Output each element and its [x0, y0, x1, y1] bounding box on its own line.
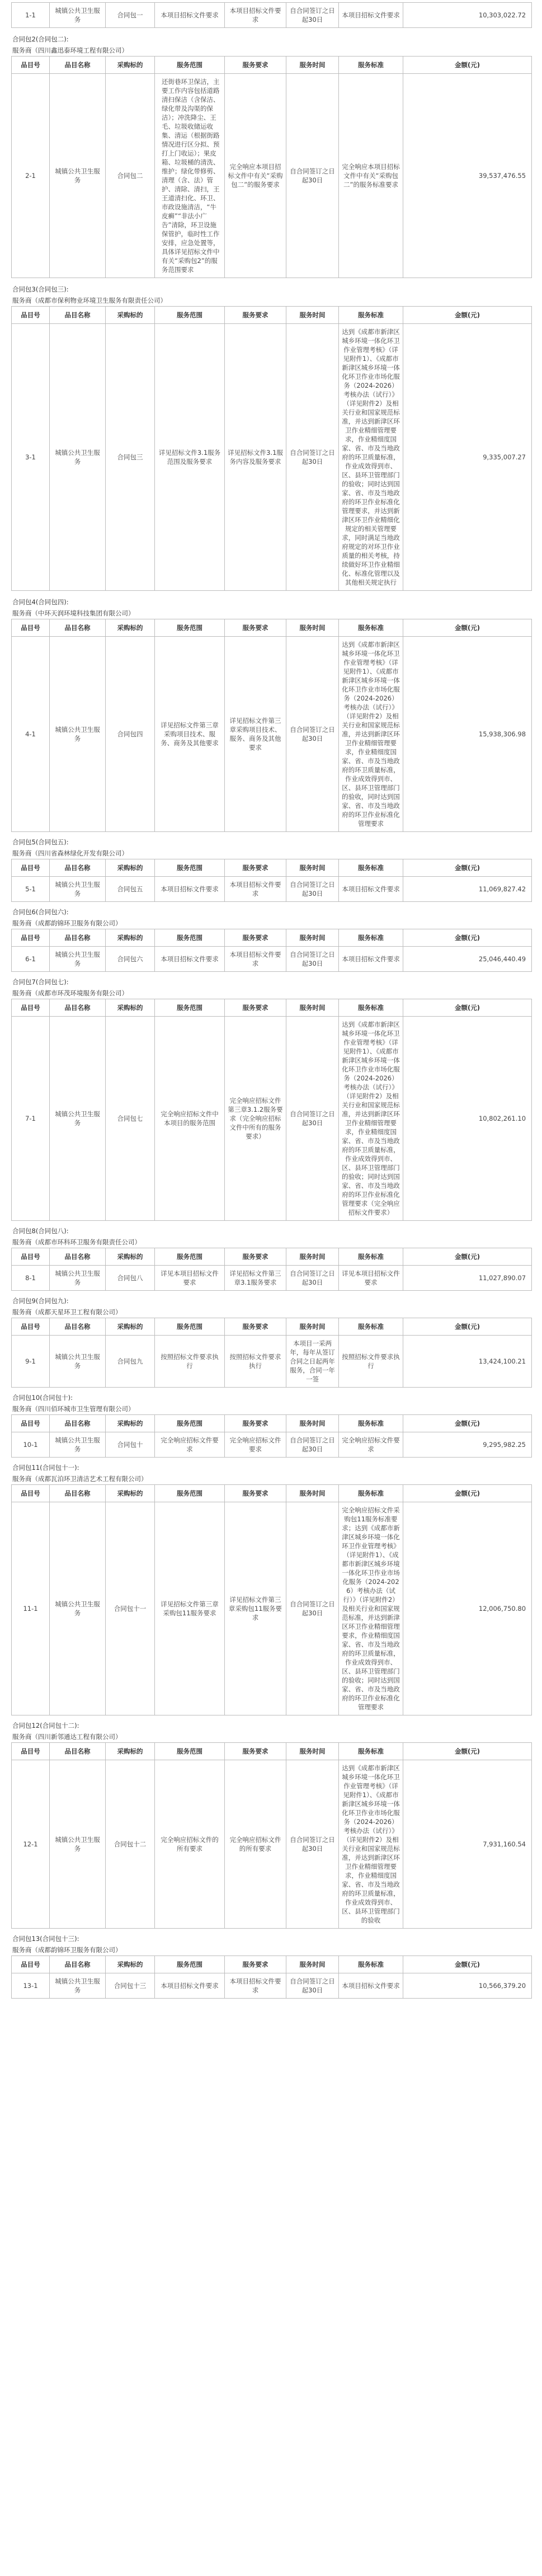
- column-header: 服务范围: [155, 1318, 225, 1336]
- item-name-cell: 城镇公共卫生服务: [50, 3, 106, 28]
- service-standard-cell: 达到《成都市新津区城乡环境一体化环卫作业管理考核》（详见附件1）、《成都市新津区城乡环境一体化环卫作业市场化服务（2024-2026）考核办法（试行）》（详见附件2）及相关行业和国家规范标准，并达到新津区环卫作业精细管理要求，作业精细度国家、省、市及当地政府的环卫质量标准，作业成效得到市、区、县环卫管理部门的验收；同时达到国家、省、市及当地政府的环卫作业标准化管理要求（完全响应招标文件要求）: [339, 1017, 403, 1221]
- column-header: 品目号: [12, 57, 50, 74]
- supplier-caption: 服务商（四川佰环城市卫生管理有限公司）: [12, 1405, 135, 1413]
- item-number-cell: 1-1: [12, 3, 50, 28]
- contract-package-caption: 合同包3(合同包三):: [12, 285, 69, 293]
- table-row: [12, 1502, 532, 1715]
- column-header: 服务标准: [339, 619, 403, 637]
- column-header: 服务标准: [339, 1248, 403, 1266]
- service-requirement-cell: 详见招标文件第三章3.1服务要求: [225, 1266, 286, 1291]
- service-time-cell: 自合同签订之日起30日: [286, 947, 339, 972]
- column-header: 金额(元): [403, 1318, 532, 1336]
- supplier-caption: 服务商（中环天润环境科技集团有限公司）: [12, 609, 135, 617]
- service-scope-cell: 还街巷环卫保洁，主要工作内容包括道路清扫保洁（含保洁、绿化带及沟渠的保洁）；冲洗降尘、王毛、垃圾收储运收集、清运（根据街路情况进行区分拟、预打上门收运）；果皮箱、垃圾桶的清洗、维护；绿化带修剪、清理（含、法）管护、清除、清扫，王王道清扫化、环卫、市政设施清洁，“牛皮癣”“非法小广告”清除，环卫设施保管护，临时性工作安排，应急处置等，具体详见招标文件中有关“采购包2”的服务范围要求: [155, 74, 225, 278]
- table-row: [12, 947, 532, 972]
- table-row: [12, 324, 532, 591]
- column-header: 品目名称: [50, 619, 106, 637]
- table-header-row: [12, 57, 532, 74]
- table-row: [12, 1760, 532, 1929]
- service-standard-cell: 达到《成都市新津区城乡环境一体化环卫作业管理考核》（详见附件1）、《成都市新津区城乡环境一体化环卫作业市场化服务（2024-2026）考核办法（试行）》（详见附件2）及相关行业和国家规范标准，并达到新津区环卫作业精细管理要求，作业精细度国家、省、市及当地政府的环卫质量标准，作业成效得到市、区、县环卫管理部门的验收；同时达到国家、省、市及当地政府的环卫作业标准化管理要求，并达到新津区环卫作业精细化规定的相关管理要求，同时满足当地政府规定的对环卫作业质量的相关考核，持续做好环卫作业精细化、标准化管理以及其他相关规定执行: [339, 324, 403, 591]
- column-header: 采购标的: [106, 57, 155, 74]
- column-header: 金额(元): [403, 1485, 532, 1502]
- column-header: 服务时间: [286, 1318, 339, 1336]
- supplier-caption: 服务商（成都天星环卫工程有限公司）: [12, 1308, 122, 1316]
- service-requirement-cell: 本项目招标文件要求: [225, 3, 286, 28]
- item-number-cell: 2-1: [12, 74, 50, 278]
- column-header: 品目名称: [50, 1318, 106, 1336]
- item-number-cell: 9-1: [12, 1336, 50, 1388]
- column-header: 服务要求: [225, 999, 286, 1017]
- service-scope-cell: 本项目招标文件要求: [155, 3, 225, 28]
- column-header: 服务标准: [339, 1743, 403, 1760]
- contract-package-section: [0, 284, 542, 591]
- service-requirement-cell: 本项目招标文件要求: [225, 877, 286, 902]
- package-table: [11, 859, 532, 902]
- supplier-caption: 服务商（四川省森林绿化开发有限公司）: [12, 849, 128, 857]
- procurement-target-cell: 合同包七: [106, 1017, 155, 1221]
- item-name-cell: 城镇公共卫生服务: [50, 74, 106, 278]
- procurement-target-cell: 合同包五: [106, 877, 155, 902]
- procurement-target-cell: 合同包十: [106, 1432, 155, 1458]
- column-header: 服务要求: [225, 619, 286, 637]
- column-header: 服务时间: [286, 1248, 339, 1266]
- service-requirement-cell: 详见招标文件3.1服务内容及服务要求: [225, 324, 286, 591]
- column-header: 金额(元): [403, 57, 532, 74]
- column-header: 金额(元): [403, 307, 532, 324]
- column-header: 金额(元): [403, 999, 532, 1017]
- amount-cell: 9,295,982.25: [403, 1432, 532, 1458]
- column-header: 服务标准: [339, 999, 403, 1017]
- column-header: 服务时间: [286, 929, 339, 947]
- item-name-cell: 城镇公共卫生服务: [50, 1760, 106, 1929]
- item-number-cell: 12-1: [12, 1760, 50, 1929]
- column-header: 采购标的: [106, 1415, 155, 1432]
- column-header: 服务标准: [339, 1415, 403, 1432]
- item-name-cell: 城镇公共卫生服务: [50, 324, 106, 591]
- supplier-caption: 服务商（成都韵锦环卫服务有限公司）: [12, 919, 122, 927]
- table-header-row: [12, 929, 532, 947]
- column-header: 金额(元): [403, 929, 532, 947]
- service-standard-cell: 完全响应招标文件要求: [339, 1432, 403, 1458]
- package-table: [11, 1248, 532, 1291]
- column-header: 品目号: [12, 1318, 50, 1336]
- column-header: 服务要求: [225, 1743, 286, 1760]
- column-header: 品目名称: [50, 999, 106, 1017]
- column-header: 服务时间: [286, 1485, 339, 1502]
- contract-package-caption: 合同包11(合同包十一):: [12, 1464, 79, 1472]
- column-header: 服务要求: [225, 929, 286, 947]
- amount-cell: 12,006,750.80: [403, 1502, 532, 1715]
- column-header: 品目名称: [50, 1415, 106, 1432]
- column-header: 采购标的: [106, 859, 155, 877]
- item-name-cell: 城镇公共卫生服务: [50, 1266, 106, 1291]
- package-table: [11, 619, 532, 832]
- column-header: 服务时间: [286, 1415, 339, 1432]
- contract-package-caption: 合同包6(合同包六):: [12, 908, 69, 916]
- service-standard-cell: 本项目招标文件要求: [339, 1973, 403, 1999]
- contract-package-section: [0, 1933, 542, 1999]
- amount-cell: 10,802,261.10: [403, 1017, 532, 1221]
- service-time-cell: 自合同签订之日起30日: [286, 74, 339, 278]
- column-header: 服务范围: [155, 1415, 225, 1432]
- table-row: [12, 877, 532, 902]
- contract-package-section: [0, 2, 542, 28]
- amount-cell: 9,335,007.27: [403, 324, 532, 591]
- amount-cell: 11,069,827.42: [403, 877, 532, 902]
- procurement-target-cell: 合同包三: [106, 324, 155, 591]
- column-header: 服务要求: [225, 1956, 286, 1973]
- column-header: 品目名称: [50, 1956, 106, 1973]
- contract-package-section: [0, 836, 542, 902]
- column-header: 金额(元): [403, 619, 532, 637]
- procurement-target-cell: 合同包十一: [106, 1502, 155, 1715]
- column-header: 品目号: [12, 1956, 50, 1973]
- table-row: [12, 1432, 532, 1458]
- supplier-caption: 服务商（成都瓦泊环卫清洁艺术工程有限公司）: [12, 1475, 148, 1483]
- table-row: [12, 1017, 532, 1221]
- procurement-target-cell: 合同包十三: [106, 1973, 155, 1999]
- item-number-cell: 10-1: [12, 1432, 50, 1458]
- table-header-row: [12, 619, 532, 637]
- column-header: 采购标的: [106, 1485, 155, 1502]
- item-number-cell: 3-1: [12, 324, 50, 591]
- column-header: 服务时间: [286, 1956, 339, 1973]
- table-header-row: [12, 859, 532, 877]
- table-header-row: [12, 307, 532, 324]
- contract-package-section: [0, 1225, 542, 1291]
- column-header: 金额(元): [403, 1248, 532, 1266]
- column-header: 采购标的: [106, 1956, 155, 1973]
- column-header: 服务范围: [155, 999, 225, 1017]
- procurement-target-cell: 合同包九: [106, 1336, 155, 1388]
- column-header: 服务范围: [155, 1956, 225, 1973]
- package-table: [11, 306, 532, 591]
- column-header: 采购标的: [106, 929, 155, 947]
- item-name-cell: 城镇公共卫生服务: [50, 637, 106, 832]
- service-scope-cell: 按照招标文件要求执行: [155, 1336, 225, 1388]
- column-header: 品目号: [12, 999, 50, 1017]
- supplier-caption: 服务商（四川鑫迅泰环境工程有限公司）: [12, 46, 128, 54]
- service-time-cell: 自合同签订之日起30日: [286, 324, 339, 591]
- column-header: 采购标的: [106, 1743, 155, 1760]
- column-header: 品目号: [12, 1248, 50, 1266]
- column-header: 服务范围: [155, 1248, 225, 1266]
- amount-cell: 10,303,022.72: [403, 3, 532, 28]
- service-scope-cell: 完全响应招标文件的所有要求: [155, 1760, 225, 1929]
- column-header: 服务要求: [225, 1318, 286, 1336]
- supplier-caption: 服务商（四川新邻通达工程有限公司）: [12, 1733, 122, 1741]
- service-time-cell: 自合同签订之日起30日: [286, 637, 339, 832]
- column-header: 采购标的: [106, 619, 155, 637]
- service-scope-cell: 完全响应招标文件要求: [155, 1432, 225, 1458]
- table-header-row: [12, 999, 532, 1017]
- column-header: 服务要求: [225, 57, 286, 74]
- item-name-cell: 城镇公共卫生服务: [50, 877, 106, 902]
- amount-cell: 25,046,440.49: [403, 947, 532, 972]
- service-standard-cell: 详见本项目招标文件要求: [339, 1266, 403, 1291]
- column-header: 品目名称: [50, 1743, 106, 1760]
- column-header: 服务标准: [339, 307, 403, 324]
- column-header: 服务标准: [339, 929, 403, 947]
- table-header-row: [12, 1248, 532, 1266]
- item-number-cell: 11-1: [12, 1502, 50, 1715]
- column-header: 服务要求: [225, 1248, 286, 1266]
- column-header: 采购标的: [106, 1318, 155, 1336]
- item-name-cell: 城镇公共卫生服务: [50, 1973, 106, 1999]
- service-scope-cell: 本项目招标文件要求: [155, 877, 225, 902]
- contract-package-section: [0, 1295, 542, 1388]
- service-scope-cell: 完全响应招标文件中本项目的服务范围: [155, 1017, 225, 1221]
- service-scope-cell: 详见招标文件第三章采购包11服务要求: [155, 1502, 225, 1715]
- table-header-row: [12, 1743, 532, 1760]
- service-standard-cell: 完全响应本项目招标文件中有关“采购包二”的服务标准要求: [339, 74, 403, 278]
- column-header: 服务要求: [225, 1485, 286, 1502]
- service-scope-cell: 详见本项目招标文件要求: [155, 1266, 225, 1291]
- service-requirement-cell: 完全响应招标文件要求: [225, 1432, 286, 1458]
- supplier-caption: 服务商（成都市保利物业环境卫生服务有限责任公司）: [12, 297, 167, 304]
- column-header: 服务范围: [155, 929, 225, 947]
- service-standard-cell: 本项目招标文件要求: [339, 3, 403, 28]
- column-header: 品目名称: [50, 859, 106, 877]
- table-header-row: [12, 1318, 532, 1336]
- column-header: 服务标准: [339, 57, 403, 74]
- item-name-cell: 城镇公共卫生服务: [50, 1017, 106, 1221]
- column-header: 采购标的: [106, 307, 155, 324]
- service-scope-cell: 详见招标文件3.1服务范围及服务要求: [155, 324, 225, 591]
- contract-package-caption: 合同包10(合同包十):: [12, 1394, 73, 1402]
- contract-package-caption: 合同包2(合同包二):: [12, 35, 69, 43]
- package-table: [11, 1318, 532, 1388]
- package-table: [11, 929, 532, 972]
- service-requirement-cell: 本项目招标文件要求: [225, 1973, 286, 1999]
- amount-cell: 15,938,306.98: [403, 637, 532, 832]
- item-number-cell: 7-1: [12, 1017, 50, 1221]
- table-row: [12, 1336, 532, 1388]
- contract-package-caption: 合同包9(合同包九):: [12, 1297, 69, 1305]
- contract-package-section: [0, 596, 542, 832]
- service-standard-cell: 达到《成都市新津区城乡环境一体化环卫作业管理考核》（详见附件1）、《成都市新津区城乡环境一体化环卫作业市场化服务（2024-2026）考核办法（试行）》（详见附件2）及相关行业和国家规范标准，并达到新津区环卫作业精细管理要求，作业精细度国家、省、市及当地政府的环卫质量标准，作业成效得到市、区、县环卫管理部门的验收，同时达到国家、省、市及当地政府的环卫作业标准化管理要求: [339, 637, 403, 832]
- column-header: 服务标准: [339, 859, 403, 877]
- service-requirement-cell: 详见招标文件第三章采购项目技术、服务、商务及其他要求: [225, 637, 286, 832]
- column-header: 服务范围: [155, 1485, 225, 1502]
- column-header: 服务范围: [155, 619, 225, 637]
- service-time-cell: 自合同签订之日起30日: [286, 1266, 339, 1291]
- column-header: 金额(元): [403, 859, 532, 877]
- package-table: [11, 2, 532, 28]
- column-header: 品目名称: [50, 1485, 106, 1502]
- column-header: 金额(元): [403, 1956, 532, 1973]
- service-time-cell: 自合同签订之日起30日: [286, 1432, 339, 1458]
- column-header: 品目号: [12, 929, 50, 947]
- service-time-cell: 自合同签订之日起30日: [286, 1017, 339, 1221]
- amount-cell: 13,424,100.21: [403, 1336, 532, 1388]
- column-header: 金额(元): [403, 1743, 532, 1760]
- supplier-caption: 服务商（成都韵锦环卫服务有限公司）: [12, 1946, 122, 1954]
- package-table: [11, 1484, 532, 1715]
- column-header: 服务时间: [286, 999, 339, 1017]
- service-requirement-cell: 完全响应招标文件第三章3.1.2服务要求（完全响应招标文件中所有的服务要求）: [225, 1017, 286, 1221]
- column-header: 服务范围: [155, 57, 225, 74]
- table-row: [12, 637, 532, 832]
- column-header: 采购标的: [106, 999, 155, 1017]
- package-table: [11, 1414, 532, 1458]
- contract-package-section: [0, 34, 542, 278]
- column-header: 金额(元): [403, 1415, 532, 1432]
- procurement-target-cell: 合同包八: [106, 1266, 155, 1291]
- column-header: 品目名称: [50, 1248, 106, 1266]
- column-header: 服务标准: [339, 1318, 403, 1336]
- service-time-cell: 自合同签订之日起30日: [286, 3, 339, 28]
- table-header-row: [12, 1485, 532, 1502]
- contract-package-caption: 合同包13(合同包十三):: [12, 1935, 79, 1943]
- service-standard-cell: 达到《成都市新津区城乡环境一体化环卫作业管理考核》（详见附件1）、《成都市新津区城乡环境一体化环卫作业市场化服务（2024-2026）考核办法（试行）》（详见附件2）及相关行业和国家规范标准，并达到新津区环卫作业精细管理要求，作业精细度国家、省、市及当地政府的环卫质量标准，作业成效得到市、区、县环卫管理部门的验收: [339, 1760, 403, 1929]
- amount-cell: 10,566,379.20: [403, 1973, 532, 1999]
- package-table: [11, 1742, 532, 1929]
- column-header: 服务时间: [286, 1743, 339, 1760]
- column-header: 服务时间: [286, 57, 339, 74]
- column-header: 服务要求: [225, 1415, 286, 1432]
- item-name-cell: 城镇公共卫生服务: [50, 947, 106, 972]
- service-time-cell: 本项目一采两年，每年从签订合同之日起两年服务，合同一年一签: [286, 1336, 339, 1388]
- table-header-row: [12, 1956, 532, 1973]
- column-header: 服务范围: [155, 859, 225, 877]
- contract-package-caption: 合同包12(合同包十二):: [12, 1722, 79, 1729]
- service-standard-cell: 本项目招标文件要求: [339, 877, 403, 902]
- procurement-target-cell: 合同包十二: [106, 1760, 155, 1929]
- table-row: [12, 1266, 532, 1291]
- service-scope-cell: 本项目招标文件要求: [155, 1973, 225, 1999]
- service-standard-cell: 本项目招标文件要求: [339, 947, 403, 972]
- service-time-cell: 自合同签订之日起30日: [286, 1760, 339, 1929]
- service-requirement-cell: 本项目招标文件要求: [225, 947, 286, 972]
- contract-package-section: [0, 1720, 542, 1929]
- column-header: 品目号: [12, 1743, 50, 1760]
- service-time-cell: 自合同签订之日起30日: [286, 877, 339, 902]
- service-requirement-cell: 完全响应本项目招标文件中有关“采购包二”的服务要求: [225, 74, 286, 278]
- column-header: 服务时间: [286, 619, 339, 637]
- amount-cell: 11,027,890.07: [403, 1266, 532, 1291]
- column-header: 服务要求: [225, 859, 286, 877]
- table-header-row: [12, 1415, 532, 1432]
- table-row: [12, 74, 532, 278]
- contract-package-section: [0, 906, 542, 972]
- contract-package-section: [0, 1392, 542, 1458]
- service-requirement-cell: 详见招标文件第三章采购包11服务要求: [225, 1502, 286, 1715]
- column-header: 服务时间: [286, 307, 339, 324]
- item-name-cell: 城镇公共卫生服务: [50, 1336, 106, 1388]
- procurement-target-cell: 合同包二: [106, 74, 155, 278]
- amount-cell: 7,931,160.54: [403, 1760, 532, 1929]
- column-header: 品目号: [12, 307, 50, 324]
- service-requirement-cell: 完全响应招标文件的所有要求: [225, 1760, 286, 1929]
- column-header: 采购标的: [106, 1248, 155, 1266]
- supplier-caption: 服务商（成都市环茂环境服务有限公司）: [12, 989, 128, 997]
- table-row: [12, 1973, 532, 1999]
- item-number-cell: 8-1: [12, 1266, 50, 1291]
- column-header: 品目号: [12, 619, 50, 637]
- column-header: 品目号: [12, 1415, 50, 1432]
- service-scope-cell: 详见招标文件第三章采购项目技术、服务、商务及其他要求: [155, 637, 225, 832]
- service-requirement-cell: 按照招标文件要求执行: [225, 1336, 286, 1388]
- column-header: 品目名称: [50, 929, 106, 947]
- service-standard-cell: 按照招标文件要求执行: [339, 1336, 403, 1388]
- package-table: [11, 999, 532, 1221]
- procurement-target-cell: 合同包一: [106, 3, 155, 28]
- column-header: 品目号: [12, 859, 50, 877]
- service-time-cell: 自合同签订之日起30日: [286, 1502, 339, 1715]
- package-table: [11, 1955, 532, 1999]
- column-header: 服务标准: [339, 1956, 403, 1973]
- item-number-cell: 13-1: [12, 1973, 50, 1999]
- column-header: 品目号: [12, 1485, 50, 1502]
- contract-package-caption: 合同包8(合同包八):: [12, 1227, 69, 1235]
- service-time-cell: 自合同签订之日起30日: [286, 1973, 339, 1999]
- supplier-caption: 服务商（成都市环科环卫服务有限责任公司）: [12, 1238, 141, 1246]
- procurement-target-cell: 合同包四: [106, 637, 155, 832]
- column-header: 服务要求: [225, 307, 286, 324]
- item-number-cell: 5-1: [12, 877, 50, 902]
- column-header: 服务范围: [155, 307, 225, 324]
- amount-cell: 39,537,476.55: [403, 74, 532, 278]
- column-header: 服务时间: [286, 859, 339, 877]
- item-name-cell: 城镇公共卫生服务: [50, 1432, 106, 1458]
- item-name-cell: 城镇公共卫生服务: [50, 1502, 106, 1715]
- item-number-cell: 6-1: [12, 947, 50, 972]
- column-header: 品目名称: [50, 57, 106, 74]
- contract-package-section: [0, 1462, 542, 1715]
- procurement-target-cell: 合同包六: [106, 947, 155, 972]
- contract-package-section: [0, 976, 542, 1221]
- contract-package-caption: 合同包4(合同包四):: [12, 598, 69, 606]
- contract-package-caption: 合同包7(合同包七):: [12, 978, 69, 986]
- table-row: [12, 3, 532, 28]
- column-header: 服务范围: [155, 1743, 225, 1760]
- package-table: [11, 56, 532, 278]
- column-header: 品目名称: [50, 307, 106, 324]
- column-header: 服务标准: [339, 1485, 403, 1502]
- service-scope-cell: 本项目招标文件要求: [155, 947, 225, 972]
- service-standard-cell: 完全响应招标文件采购包11服务标准要求；达到《成都市新津区城乡环境一体化环卫作业管理考核》（详见附件1）、《成都市新津区城乡环境一体化环卫作业市场化服务（2024-2026）考核办法（试行）》（详见附件2）及相关行业和国家规范标准，并达到新津区环卫作业精细管理要求，作业精细度国家、省、市及当地政府的环卫质量标准，作业成效得到市、区、县环卫管理部门的验收；同时达到国家、省、市及当地政府的环卫作业标准化管理要求: [339, 1502, 403, 1715]
- contract-package-caption: 合同包5(合同包五):: [12, 838, 69, 846]
- item-number-cell: 4-1: [12, 637, 50, 832]
